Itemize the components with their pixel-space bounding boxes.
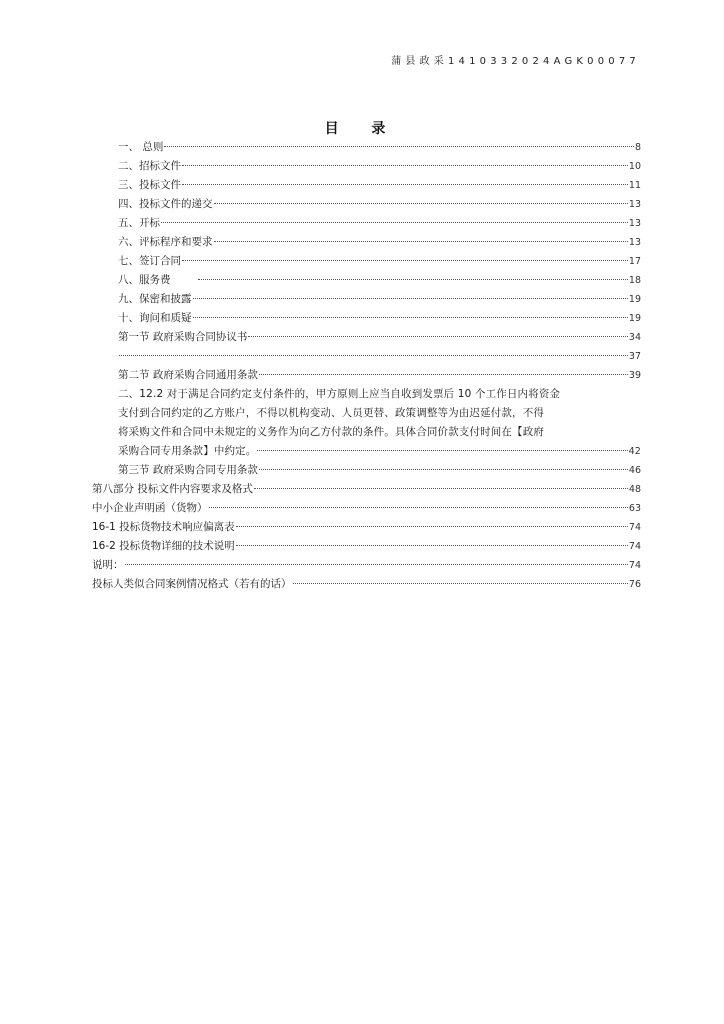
toc-entry-page: 42 <box>628 446 641 457</box>
toc-entry-page: 13 <box>628 199 641 210</box>
toc-entry-page: 17 <box>628 256 641 267</box>
toc-entry-payment-clause[interactable] <box>92 385 641 461</box>
toc-entry-page: 34 <box>628 332 641 343</box>
toc-leader <box>193 317 628 318</box>
toc-entry-section-3[interactable] <box>92 461 641 480</box>
toc-entry-label: 一、 总则 <box>118 141 164 153</box>
toc-entry-label: 第二节 政府采购合同通用条款 <box>118 369 258 381</box>
toc-leader <box>236 545 628 546</box>
toc-paragraph-line: 采购合同专用条款】中约定。 <box>118 445 257 457</box>
toc-entry-label: 五、开标 <box>118 217 160 229</box>
toc-entry-label: 第三节 政府采购合同专用条款 <box>118 464 258 476</box>
toc-entry-label: 九、保密和披露 <box>118 293 192 305</box>
toc-entry-technical-description[interactable] <box>92 537 641 556</box>
toc-entry-inquiries[interactable] <box>92 309 641 328</box>
toc-entry-section-2[interactable] <box>92 366 641 385</box>
toc-entry-page: 46 <box>628 465 641 476</box>
toc-entry-label: 三、投标文件 <box>118 179 181 191</box>
toc-entry-part-8[interactable] <box>92 480 641 499</box>
table-of-contents <box>92 138 641 594</box>
toc-entry-page: 48 <box>628 484 641 495</box>
toc-leader <box>182 165 628 166</box>
toc-leader <box>182 184 628 185</box>
toc-entry-label: 第一节 政府采购合同协议书 <box>118 331 248 343</box>
toc-leader <box>259 374 628 375</box>
toc-entry-deviation-table[interactable] <box>92 518 641 537</box>
toc-entry-page: 8 <box>634 142 641 153</box>
toc-leader <box>125 564 628 565</box>
toc-entry-evaluation[interactable] <box>92 233 641 252</box>
toc-entry-label: 七、签订合同 <box>118 255 181 267</box>
toc-entry-page: 74 <box>628 522 641 533</box>
toc-entry-bid-submission[interactable] <box>92 195 641 214</box>
toc-entry-sme-declaration[interactable] <box>92 499 641 518</box>
toc-leader <box>257 450 627 451</box>
toc-entry-page: 18 <box>628 275 641 286</box>
toc-entry-page: 74 <box>628 560 641 571</box>
toc-entry-notes[interactable] <box>92 556 641 575</box>
document-code: 蒲县政采1410332024AGK00077 <box>391 56 640 67</box>
toc-entry-blank[interactable] <box>92 347 641 366</box>
toc-entry-page: 19 <box>628 313 641 324</box>
toc-entry-label: 十、询问和质疑 <box>118 312 192 324</box>
toc-paragraph-line: 二、12.2 对于满足合同约定支付条件的，甲方原则上应当自收到发票后 10 个工作日内将资金 <box>118 388 561 400</box>
toc-entry-label: 四、投标文件的递交 <box>118 198 213 210</box>
toc-entry-label: 投标人类似合同案例情况格式（若有的话） <box>92 578 292 590</box>
toc-entry-confidentiality[interactable] <box>92 290 641 309</box>
toc-entry-label: 八、服务费 <box>118 274 171 286</box>
toc-entry-page: 74 <box>628 541 641 552</box>
toc-entry-contract-signing[interactable] <box>92 252 641 271</box>
toc-entry-page: 11 <box>628 180 641 191</box>
toc-entry-label: 16-1 投标货物技术响应偏离表 <box>92 521 235 533</box>
toc-leader <box>214 203 628 204</box>
toc-leader <box>161 222 628 223</box>
toc-entry-page: 13 <box>628 237 641 248</box>
toc-leader <box>119 355 628 356</box>
toc-leader <box>259 469 628 470</box>
toc-leader <box>193 298 628 299</box>
toc-entry-page: 63 <box>628 503 641 514</box>
toc-leader <box>164 146 634 147</box>
toc-entry-page: 19 <box>628 294 641 305</box>
toc-leader <box>198 279 628 280</box>
toc-title: 目 录 <box>324 121 400 137</box>
toc-entry-bid-documents[interactable] <box>92 176 641 195</box>
toc-entry-label: 第八部分 投标文件内容要求及格式 <box>92 483 253 495</box>
toc-leader <box>236 526 628 527</box>
toc-entry-general[interactable] <box>92 138 641 157</box>
toc-leader <box>209 507 628 508</box>
toc-leader <box>293 583 628 584</box>
toc-leader <box>182 260 628 261</box>
toc-entry-bid-opening[interactable] <box>92 214 641 233</box>
toc-entry-label: 中小企业声明函（货物） <box>92 502 208 514</box>
toc-entry-page: 76 <box>628 579 641 590</box>
toc-paragraph-line: 将采购文件和合同中未规定的义务作为向乙方付款的条件。具体合同价款支付时间在【政府 <box>118 426 544 438</box>
toc-entry-label: 说明： <box>92 559 124 571</box>
toc-entry-label: 16-2 投标货物详细的技术说明 <box>92 540 235 552</box>
toc-entry-label: 二、招标文件 <box>118 160 181 172</box>
toc-leader <box>214 241 628 242</box>
toc-entry-bidding-docs[interactable] <box>92 157 641 176</box>
toc-entry-page: 10 <box>628 161 641 172</box>
toc-entry-page: 39 <box>628 370 641 381</box>
toc-entry-page: 37 <box>628 351 641 362</box>
toc-leader <box>248 336 628 337</box>
toc-paragraph-line: 支付到合同约定的乙方账户，不得以机构变动、人员更替、政策调整等为由迟延付款，不得 <box>118 407 544 419</box>
toc-entry-section-1[interactable] <box>92 328 641 347</box>
toc-entry-page: 13 <box>628 218 641 229</box>
toc-entry-label: 六、评标程序和要求 <box>118 236 213 248</box>
toc-entry-service-fee[interactable] <box>92 271 641 290</box>
toc-entry-similar-contracts[interactable] <box>92 575 641 594</box>
toc-leader <box>254 488 628 489</box>
